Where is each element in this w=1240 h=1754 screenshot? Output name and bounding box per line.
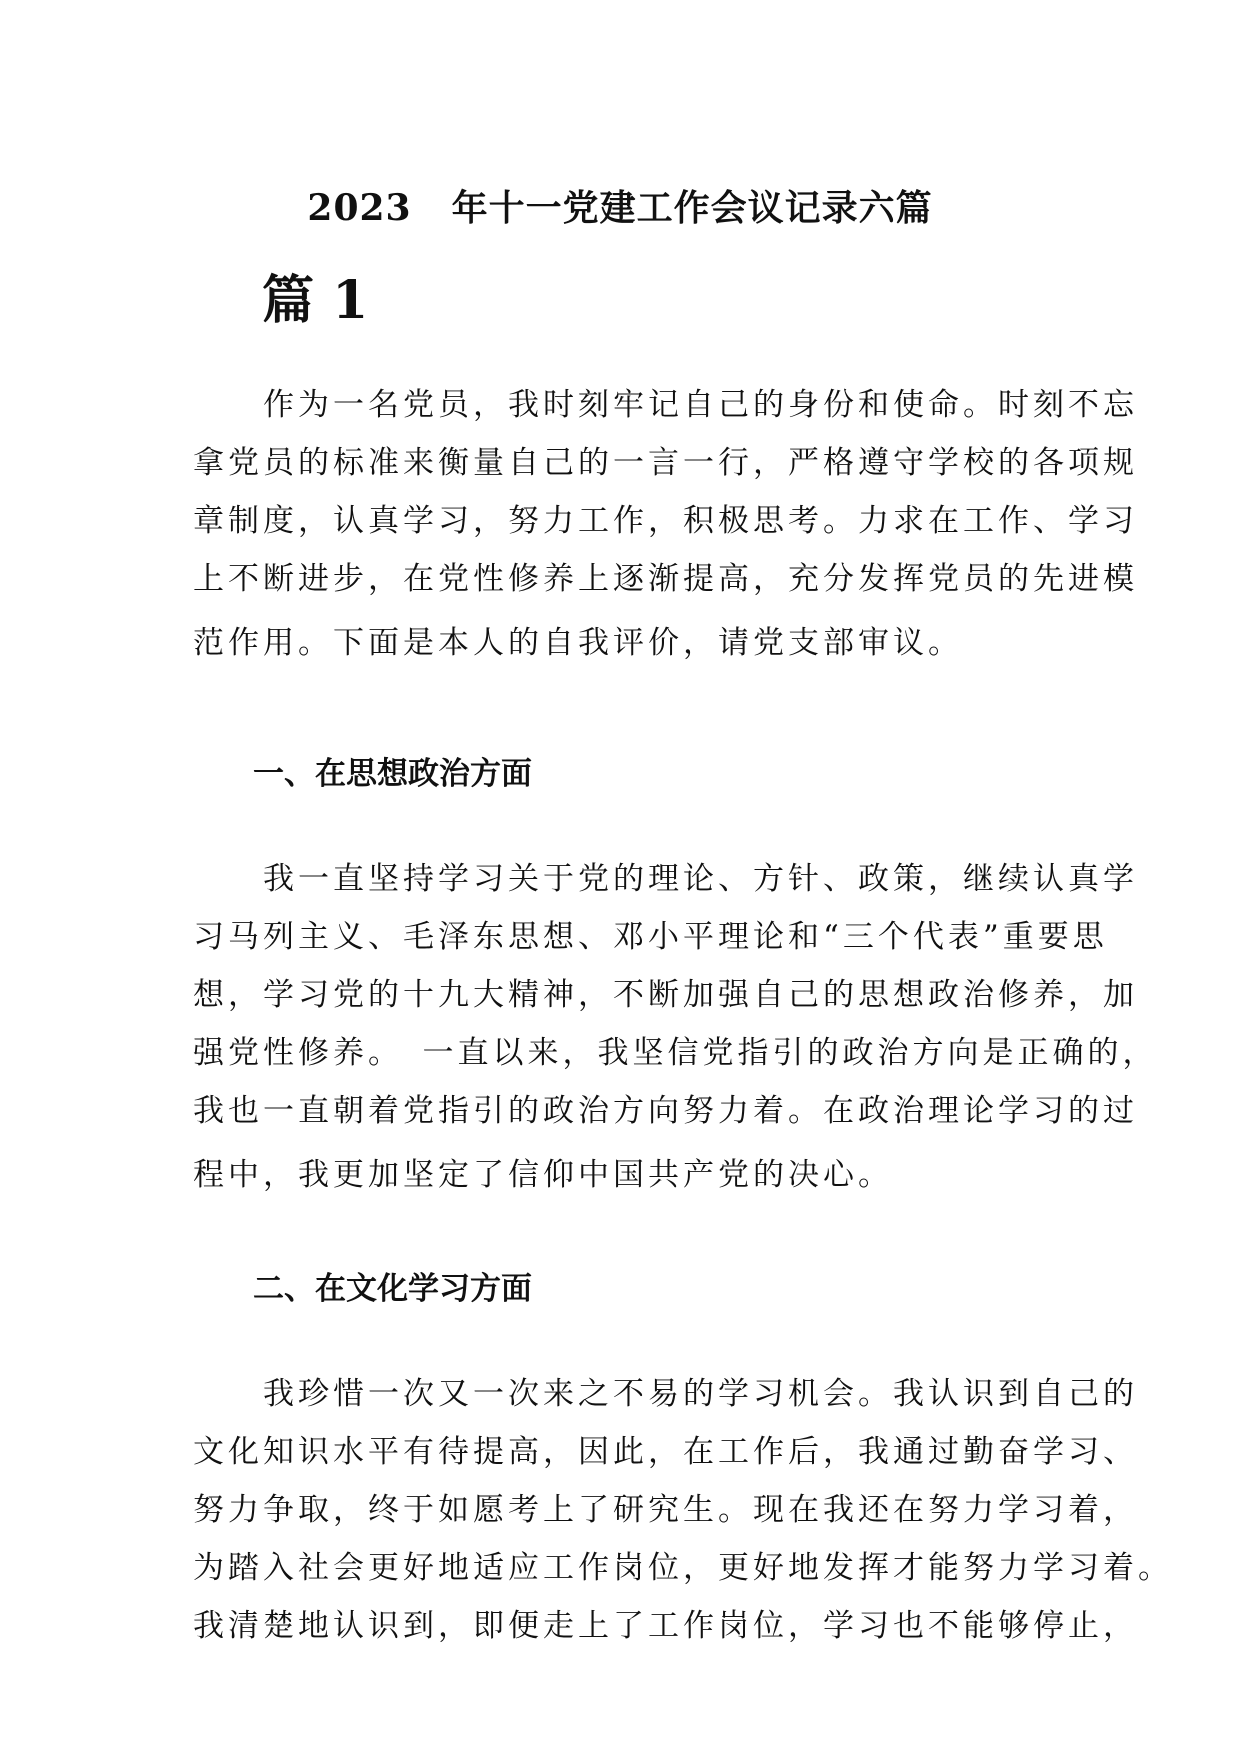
paragraph-line: 章制度，认真学习，努力工作，积极思考。力求在工作、学习 [193,503,1138,539]
paragraph-line: 我清楚地认识到，即便走上了工作岗位，学习也不能够停止， [193,1608,1138,1644]
paragraph-line: 上不断进步，在党性修养上逐渐提高，充分发挥党员的先进模 [193,561,1138,597]
politics-paragraph [193,850,1158,1210]
paragraph-line: 强党性修养。 一直以来，我坚信党指引的政治方向是正确的， [193,1035,1158,1071]
paragraph-line: 拿党员的标准来衡量自己的一言一行，严格遵守学校的各项规 [193,445,1138,481]
paragraph-line: 我一直坚持学习关于党的理论、方针、政策，继续认真学 [193,861,1138,897]
title-text: 年十一党建工作会议记录六篇 [451,187,933,229]
paragraph-line: 文化知识水平有待提高，因此，在工作后，我通过勤奋学习、 [193,1434,1138,1470]
intro-paragraph [193,376,1138,678]
paragraph-line: 我也一直朝着党指引的政治方向努力着。在政治理论学习的过 [193,1093,1138,1129]
paragraph-line: 努力争取，终于如愿考上了研究生。现在我还在努力学习着， [193,1492,1138,1528]
paragraph-line: 范作用。下面是本人的自我评价，请党支部审议。 [193,625,963,661]
paragraph-line: 习马列主义、毛泽东思想、邓小平理论和“三个代表”重要思 [193,919,1108,955]
paragraph-line: 作为一名党员，我时刻牢记自己的身份和使命。时刻不忘 [193,387,1138,423]
document-title [0,180,1240,231]
paragraph-line: 我珍惜一次又一次来之不易的学习机会。我认识到自己的 [193,1376,1138,1412]
subsection-heading-culture: 二、在文化学习方面 [253,1271,532,1307]
title-year: 2023 [307,187,412,229]
paragraph-line: 想，学习党的十九大精神，不断加强自己的思想政治修养，加 [193,977,1138,1013]
culture-paragraph [193,1365,1173,1655]
subsection-heading-politics: 一、在思想政治方面 [253,756,532,792]
section-heading: 篇 1 [262,270,369,331]
paragraph-line: 为踏入社会更好地适应工作岗位，更好地发挥才能努力学习着。 [193,1550,1173,1586]
paragraph-line: 程中，我更加坚定了信仰中国共产党的决心。 [193,1157,893,1193]
